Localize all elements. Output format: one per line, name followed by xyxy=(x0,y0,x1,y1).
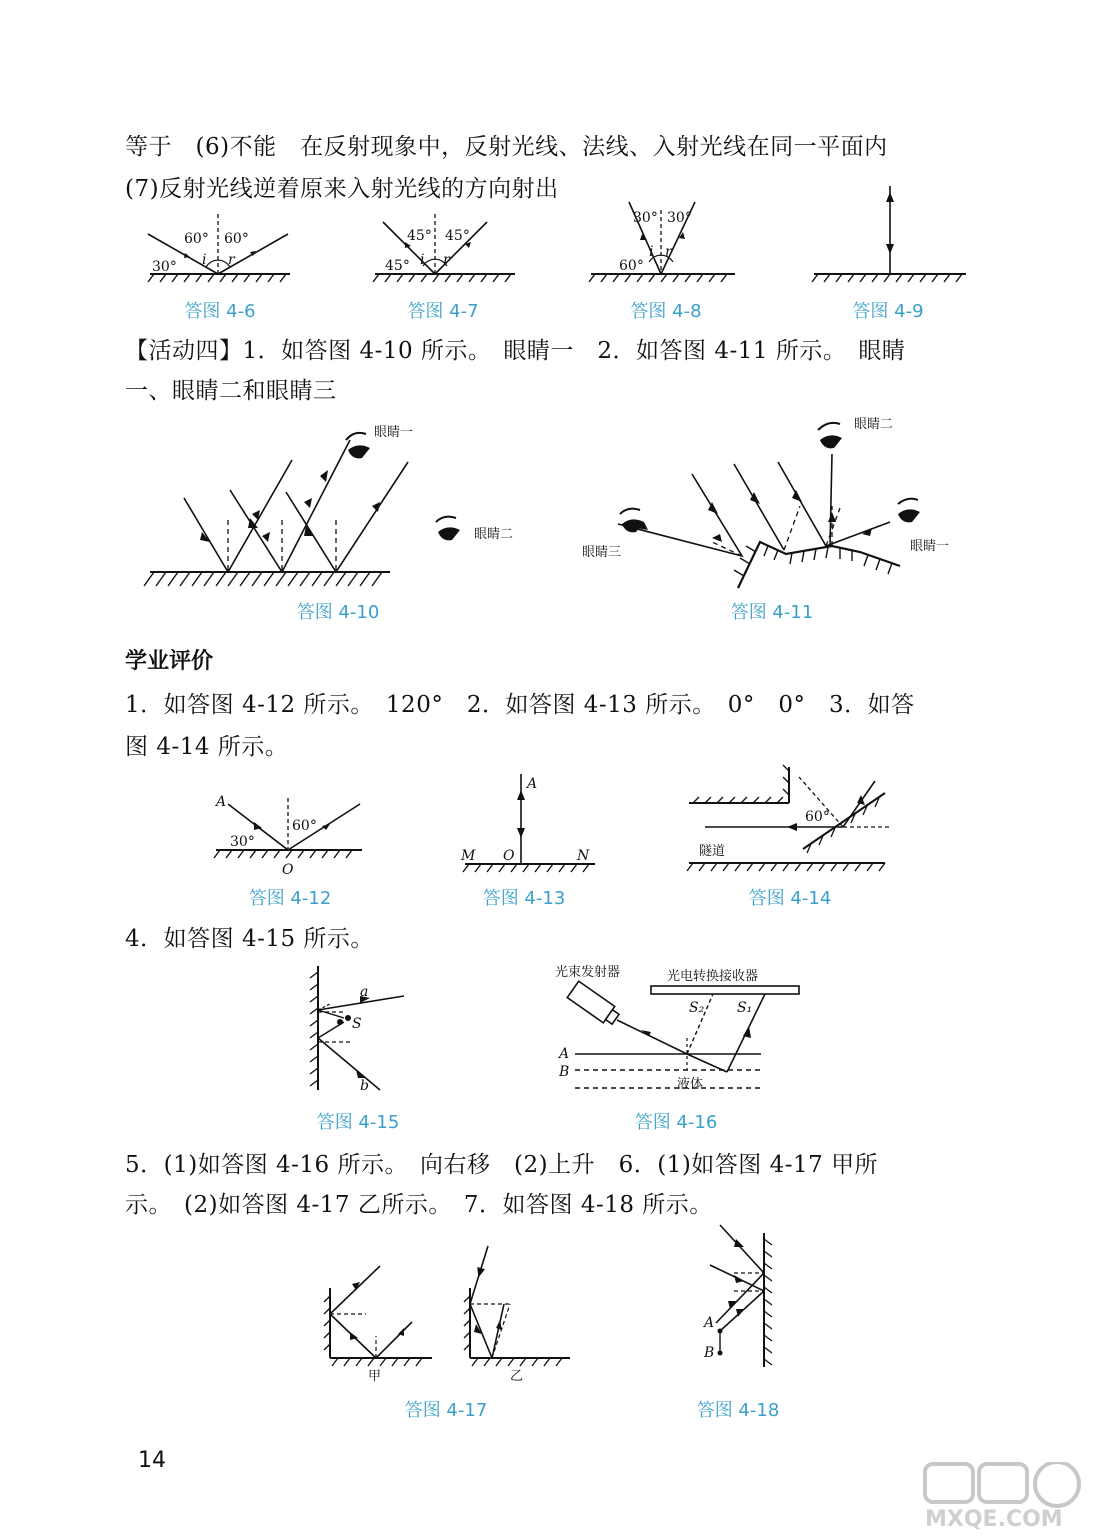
caption-4-6: 答图 4-6 xyxy=(184,301,256,322)
caption-4-12: 答图 4-12 xyxy=(248,888,332,909)
point-N-label: N xyxy=(577,848,590,864)
watermark-logo xyxy=(915,1462,1095,1530)
text-line-6: 图 4-14 所示。 xyxy=(125,734,289,760)
figure-4-7 xyxy=(365,208,525,292)
figure-4-11 xyxy=(578,410,958,599)
angle-label: 60° xyxy=(292,818,317,834)
line-B-label: B xyxy=(559,1064,570,1080)
figure-4-8 xyxy=(585,200,745,294)
text-line-4: 一、眼睛二和眼睛三 xyxy=(125,378,337,404)
angle-label: 60° xyxy=(619,258,644,274)
text-line-1: 等于 (6)不能 在反射现象中，反射光线、法线、入射光线在同一平面内 xyxy=(125,134,888,160)
figure-4-16 xyxy=(555,958,805,1102)
caption-4-16: 答图 4-16 xyxy=(634,1112,718,1133)
point-B-label: B xyxy=(704,1345,715,1361)
figure-4-6 xyxy=(140,208,300,292)
angle-label: 60° xyxy=(805,809,830,825)
point-S1-label: S₁ xyxy=(737,1000,753,1016)
angle-label: 45° xyxy=(407,228,432,244)
text-line-8: 5．(1)如答图 4-16 所示。 向右移 (2)上升 6．(1)如答图 4-17 甲所 xyxy=(125,1152,879,1178)
eye-icon xyxy=(818,423,842,448)
angle-r-label: r xyxy=(665,244,672,260)
text-line-2: (7)反射光线逆着原来入射光线的方向射出 xyxy=(125,176,559,202)
caption-4-15: 答图 4-15 xyxy=(316,1112,400,1133)
text-line-7: 4．如答图 4-15 所示。 xyxy=(125,926,374,952)
caption-4-17: 答图 4-17 xyxy=(404,1400,488,1421)
angle-label: 30° xyxy=(667,210,692,226)
text-line-9: 示。 (2)如答图 4-17 乙所示。 7．如答图 4-18 所示。 xyxy=(125,1192,713,1218)
jia-label: 甲 xyxy=(368,1369,382,1384)
angle-label: 30° xyxy=(152,259,177,275)
figure-4-9 xyxy=(810,180,970,294)
yi-label: 乙 xyxy=(510,1369,524,1384)
receiver-label: 光电转换接收器 xyxy=(667,969,759,984)
point-O-label: O xyxy=(282,862,294,878)
angle-label: 45° xyxy=(385,258,410,274)
eye-one-label: 眼睛一 xyxy=(374,425,414,440)
angle-label: 30° xyxy=(230,834,255,850)
angle-i-label: i xyxy=(420,252,425,268)
point-A-label: A xyxy=(216,794,227,810)
angle-i-label: i xyxy=(649,244,654,260)
angle-r-label: r xyxy=(443,252,450,268)
point-A-label: A xyxy=(527,776,538,792)
watermark-text: MXQE.COM xyxy=(925,1507,1063,1530)
caption-4-11: 答图 4-11 xyxy=(730,602,814,623)
caption-4-8: 答图 4-8 xyxy=(630,301,702,322)
caption-4-14: 答图 4-14 xyxy=(748,888,832,909)
angle-label: 30° xyxy=(633,210,658,226)
figure-4-18 xyxy=(690,1215,790,1379)
eye-icon xyxy=(898,499,920,523)
angle-i-label: i xyxy=(202,252,207,268)
caption-4-13: 答图 4-13 xyxy=(482,888,566,909)
ray-a-label: a xyxy=(360,984,369,1000)
angle-r-label: r xyxy=(228,252,235,268)
liquid-label: 液体 xyxy=(677,1077,704,1092)
figure-4-13 xyxy=(455,768,605,882)
eye-icon xyxy=(620,509,644,533)
figure-4-12 xyxy=(210,790,370,884)
page-number: 14 xyxy=(138,1448,166,1473)
eye-one-label: 眼睛一 xyxy=(910,539,950,554)
point-S-label: S xyxy=(352,1016,362,1032)
section-title: 学业评价 xyxy=(125,649,214,674)
point-M-label: M xyxy=(461,848,476,864)
caption-4-7: 答图 4-7 xyxy=(407,301,479,322)
caption-4-9: 答图 4-9 xyxy=(852,301,924,322)
eye-two-label: 眼睛二 xyxy=(854,417,894,432)
eye-icon xyxy=(436,517,460,541)
figure-4-10 xyxy=(140,410,560,599)
figure-4-14 xyxy=(685,765,900,884)
angle-label: 60° xyxy=(224,231,249,247)
figure-4-15 xyxy=(300,962,430,1101)
figure-4-17 xyxy=(320,1240,580,1394)
angle-label: 45° xyxy=(445,228,470,244)
caption-4-10: 答图 4-10 xyxy=(296,602,380,623)
eye-icon xyxy=(346,433,370,458)
text-line-3: 【活动四】1．如答图 4-10 所示。 眼睛一 2．如答图 4-11 所示。 眼睛 xyxy=(125,338,906,364)
point-S2-label: S₂ xyxy=(689,1000,705,1016)
eye-two-label: 眼睛二 xyxy=(474,527,514,542)
angle-label: 60° xyxy=(184,231,209,247)
line-A-label: A xyxy=(559,1046,570,1062)
ray-b-label: b xyxy=(360,1078,369,1094)
eye-three-label: 眼睛三 xyxy=(582,545,622,560)
caption-4-18: 答图 4-18 xyxy=(696,1400,780,1421)
text-line-5: 1．如答图 4-12 所示。 120° 2．如答图 4-13 所示。 0° 0° 3．如答 xyxy=(125,692,915,718)
tunnel-label: 隧道 xyxy=(699,844,726,859)
point-O-label: O xyxy=(503,848,515,864)
point-A-label: A xyxy=(704,1315,715,1331)
emitter-label: 光束发射器 xyxy=(555,965,621,980)
